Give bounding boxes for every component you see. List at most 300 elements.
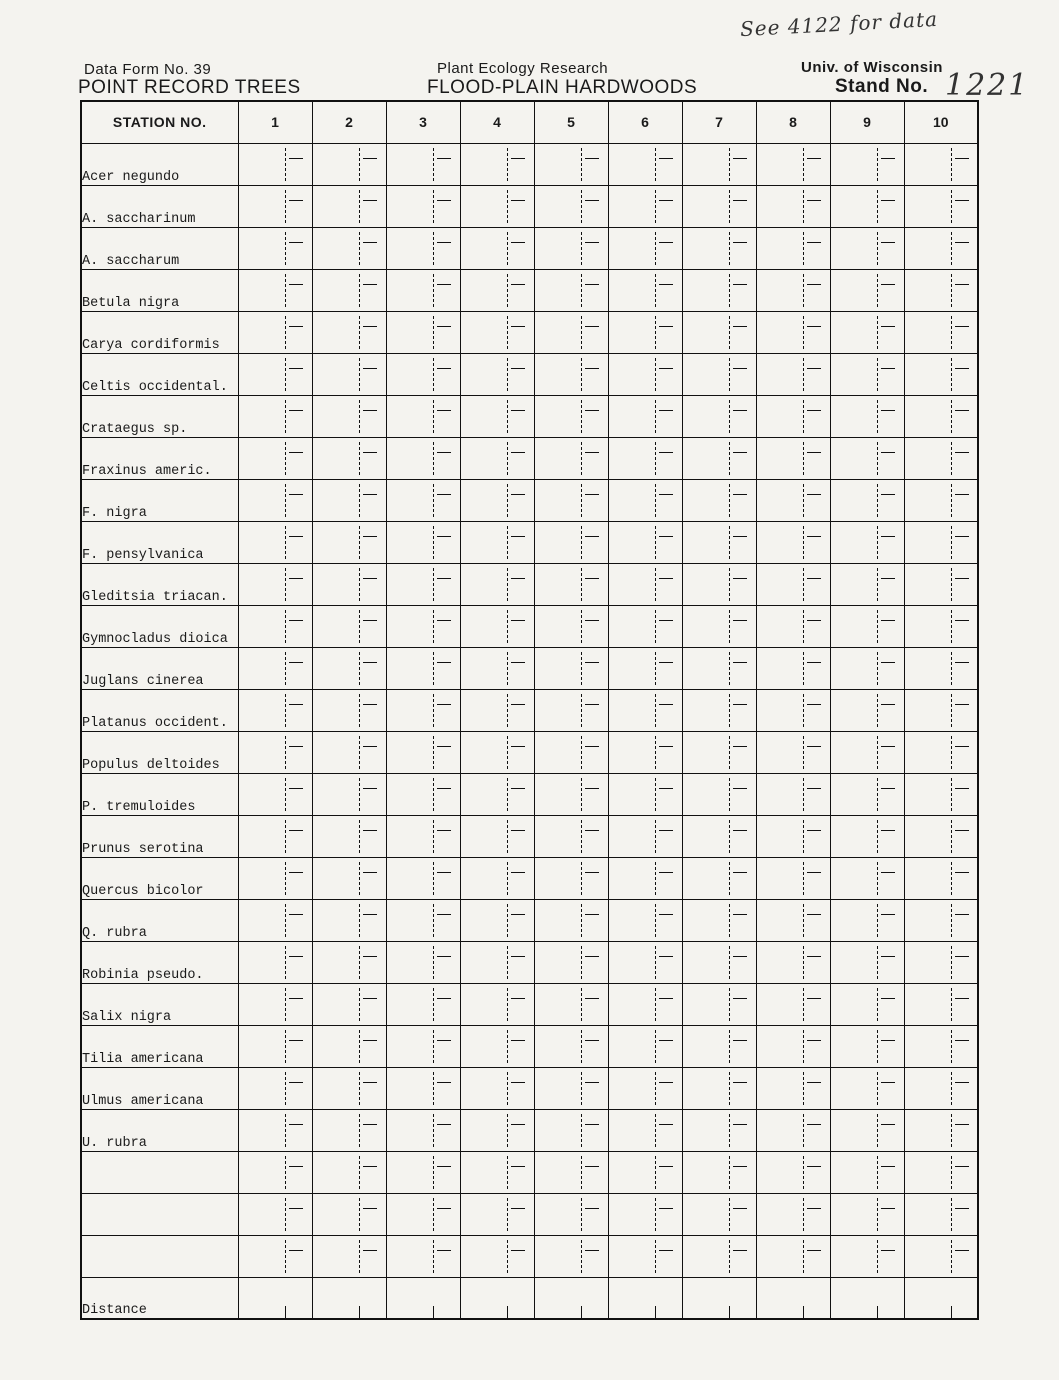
record-cell[interactable]	[904, 143, 978, 185]
species-name	[81, 1151, 238, 1193]
record-cell[interactable]	[904, 521, 978, 563]
record-cell[interactable]	[238, 227, 312, 269]
record-cell[interactable]	[238, 143, 312, 185]
record-cell[interactable]	[608, 185, 682, 227]
record-cell[interactable]	[386, 689, 460, 731]
record-cell[interactable]	[386, 899, 460, 941]
record-cell[interactable]	[386, 395, 460, 437]
record-cell[interactable]	[682, 395, 756, 437]
record-cell[interactable]	[312, 1025, 386, 1067]
record-cell[interactable]	[312, 647, 386, 689]
record-cell[interactable]	[238, 1151, 312, 1193]
record-cell[interactable]	[608, 395, 682, 437]
record-cell[interactable]	[904, 1109, 978, 1151]
record-cell[interactable]	[312, 479, 386, 521]
record-cell[interactable]	[460, 1151, 534, 1193]
record-cell[interactable]	[756, 395, 830, 437]
species-row	[81, 521, 978, 563]
distance-cell[interactable]	[682, 1277, 756, 1319]
record-cell[interactable]	[682, 815, 756, 857]
record-cell[interactable]	[312, 899, 386, 941]
record-cell[interactable]	[534, 143, 608, 185]
record-cell[interactable]	[386, 269, 460, 311]
record-cell[interactable]	[460, 395, 534, 437]
record-cell[interactable]	[756, 521, 830, 563]
record-cell[interactable]	[460, 899, 534, 941]
record-cell[interactable]	[904, 689, 978, 731]
record-cell[interactable]	[608, 521, 682, 563]
record-cell[interactable]	[312, 143, 386, 185]
record-cell[interactable]	[386, 1025, 460, 1067]
record-cell[interactable]	[534, 815, 608, 857]
record-cell[interactable]	[312, 353, 386, 395]
record-cell[interactable]	[830, 1025, 904, 1067]
species-name: Celtis occidental.	[81, 353, 238, 395]
record-cell[interactable]	[608, 647, 682, 689]
record-cell[interactable]	[682, 311, 756, 353]
record-cell[interactable]	[386, 1151, 460, 1193]
record-cell[interactable]	[608, 437, 682, 479]
record-cell[interactable]	[534, 1151, 608, 1193]
record-cell[interactable]	[756, 185, 830, 227]
record-cell[interactable]	[682, 731, 756, 773]
record-cell[interactable]	[608, 1193, 682, 1235]
record-cell[interactable]	[312, 815, 386, 857]
record-cell[interactable]	[756, 1067, 830, 1109]
species-name: A. saccharinum	[81, 185, 238, 227]
record-cell[interactable]	[534, 521, 608, 563]
record-cell[interactable]	[312, 1067, 386, 1109]
record-cell[interactable]	[756, 605, 830, 647]
record-cell[interactable]	[238, 647, 312, 689]
record-cell[interactable]	[460, 1235, 534, 1277]
record-cell[interactable]	[386, 227, 460, 269]
record-cell[interactable]	[312, 1235, 386, 1277]
record-cell[interactable]	[312, 689, 386, 731]
record-cell[interactable]	[830, 605, 904, 647]
record-cell[interactable]	[460, 563, 534, 605]
record-cell[interactable]	[682, 1193, 756, 1235]
record-cell[interactable]	[904, 563, 978, 605]
record-cell[interactable]	[460, 143, 534, 185]
record-cell[interactable]	[312, 1193, 386, 1235]
record-cell[interactable]	[386, 857, 460, 899]
record-cell[interactable]	[830, 563, 904, 605]
record-cell[interactable]	[830, 689, 904, 731]
species-row	[81, 689, 978, 731]
record-cell[interactable]	[904, 1025, 978, 1067]
record-cell[interactable]	[904, 479, 978, 521]
record-cell[interactable]	[756, 857, 830, 899]
record-cell[interactable]	[238, 185, 312, 227]
record-cell[interactable]	[756, 983, 830, 1025]
record-cell[interactable]	[756, 1025, 830, 1067]
record-cell[interactable]	[830, 395, 904, 437]
record-cell[interactable]	[756, 227, 830, 269]
record-cell[interactable]	[608, 1235, 682, 1277]
record-cell[interactable]	[312, 731, 386, 773]
record-cell[interactable]	[238, 395, 312, 437]
record-cell[interactable]	[238, 941, 312, 983]
record-cell[interactable]	[238, 479, 312, 521]
record-cell[interactable]	[608, 1109, 682, 1151]
record-cell[interactable]	[904, 269, 978, 311]
record-cell[interactable]	[756, 689, 830, 731]
record-cell[interactable]	[534, 227, 608, 269]
species-name: Betula nigra	[81, 269, 238, 311]
record-cell[interactable]	[386, 605, 460, 647]
handwritten-note: See 4122 for data	[739, 6, 939, 42]
record-cell[interactable]	[904, 647, 978, 689]
record-cell[interactable]	[830, 437, 904, 479]
record-cell[interactable]	[756, 815, 830, 857]
record-cell[interactable]	[830, 269, 904, 311]
record-cell[interactable]	[682, 521, 756, 563]
record-cell[interactable]	[238, 353, 312, 395]
record-cell[interactable]	[608, 269, 682, 311]
record-cell[interactable]	[534, 647, 608, 689]
record-cell[interactable]	[682, 353, 756, 395]
record-cell[interactable]	[386, 1193, 460, 1235]
record-cell[interactable]	[238, 1235, 312, 1277]
record-cell[interactable]	[312, 395, 386, 437]
record-cell[interactable]	[386, 941, 460, 983]
record-cell[interactable]	[312, 563, 386, 605]
record-cell[interactable]	[534, 773, 608, 815]
record-cell[interactable]	[904, 899, 978, 941]
record-cell[interactable]	[460, 227, 534, 269]
record-cell[interactable]	[238, 437, 312, 479]
record-cell[interactable]	[756, 269, 830, 311]
record-cell[interactable]	[682, 1235, 756, 1277]
record-cell[interactable]	[460, 1067, 534, 1109]
record-cell[interactable]	[608, 563, 682, 605]
record-cell[interactable]	[238, 605, 312, 647]
record-cell[interactable]	[238, 815, 312, 857]
record-cell[interactable]	[608, 1151, 682, 1193]
record-cell[interactable]	[608, 983, 682, 1025]
record-cell[interactable]	[386, 815, 460, 857]
record-cell[interactable]	[238, 899, 312, 941]
record-cell[interactable]	[460, 689, 534, 731]
distance-cell[interactable]	[386, 1277, 460, 1319]
record-cell[interactable]	[682, 941, 756, 983]
record-cell[interactable]	[904, 1151, 978, 1193]
record-cell[interactable]	[830, 857, 904, 899]
record-cell[interactable]	[608, 311, 682, 353]
record-cell[interactable]	[460, 353, 534, 395]
record-cell[interactable]	[460, 773, 534, 815]
species-row	[81, 1151, 978, 1193]
record-cell[interactable]	[238, 563, 312, 605]
record-cell[interactable]	[904, 731, 978, 773]
record-cell[interactable]	[756, 731, 830, 773]
record-cell[interactable]	[830, 1109, 904, 1151]
record-cell[interactable]	[756, 1151, 830, 1193]
record-cell[interactable]	[386, 185, 460, 227]
record-cell[interactable]	[238, 1193, 312, 1235]
record-cell[interactable]	[904, 1067, 978, 1109]
record-cell[interactable]	[460, 605, 534, 647]
record-cell[interactable]	[460, 269, 534, 311]
record-cell[interactable]	[460, 941, 534, 983]
record-cell[interactable]	[682, 1151, 756, 1193]
record-cell[interactable]	[830, 1151, 904, 1193]
distance-cell[interactable]	[904, 1277, 978, 1319]
record-cell[interactable]	[460, 479, 534, 521]
record-cell[interactable]	[386, 731, 460, 773]
record-cell[interactable]	[238, 311, 312, 353]
record-cell[interactable]	[238, 1067, 312, 1109]
record-cell[interactable]	[682, 185, 756, 227]
station-col-10: 10	[904, 101, 978, 143]
record-cell[interactable]	[608, 731, 682, 773]
record-cell[interactable]	[756, 1235, 830, 1277]
record-cell[interactable]	[386, 353, 460, 395]
record-cell[interactable]	[682, 983, 756, 1025]
record-cell[interactable]	[830, 185, 904, 227]
record-cell[interactable]	[608, 689, 682, 731]
record-cell[interactable]	[682, 857, 756, 899]
record-cell[interactable]	[386, 563, 460, 605]
station-col-2: 2	[312, 101, 386, 143]
record-cell[interactable]	[682, 269, 756, 311]
record-cell[interactable]	[830, 1235, 904, 1277]
record-cell[interactable]	[386, 1235, 460, 1277]
record-cell[interactable]	[238, 983, 312, 1025]
record-cell[interactable]	[830, 227, 904, 269]
record-cell[interactable]	[238, 689, 312, 731]
record-cell[interactable]	[386, 983, 460, 1025]
record-cell[interactable]	[534, 437, 608, 479]
record-cell[interactable]	[608, 143, 682, 185]
record-cell[interactable]	[312, 857, 386, 899]
record-cell[interactable]	[830, 1067, 904, 1109]
record-cell[interactable]	[460, 815, 534, 857]
record-cell[interactable]	[386, 521, 460, 563]
record-cell[interactable]	[460, 521, 534, 563]
record-cell[interactable]	[534, 1193, 608, 1235]
record-cell[interactable]	[238, 1025, 312, 1067]
record-cell[interactable]	[238, 1109, 312, 1151]
record-cell[interactable]	[608, 857, 682, 899]
record-cell[interactable]	[534, 1235, 608, 1277]
record-cell[interactable]	[534, 941, 608, 983]
station-col-7: 7	[682, 101, 756, 143]
record-cell[interactable]	[312, 269, 386, 311]
record-cell[interactable]	[756, 563, 830, 605]
record-cell[interactable]	[312, 605, 386, 647]
record-cell[interactable]	[682, 1067, 756, 1109]
record-cell[interactable]	[830, 731, 904, 773]
record-cell[interactable]	[386, 773, 460, 815]
record-cell[interactable]	[238, 521, 312, 563]
record-cell[interactable]	[460, 1025, 534, 1067]
record-cell[interactable]	[386, 479, 460, 521]
record-cell[interactable]	[904, 1193, 978, 1235]
record-cell[interactable]	[534, 1109, 608, 1151]
record-cell[interactable]	[904, 857, 978, 899]
record-cell[interactable]	[608, 479, 682, 521]
record-cell[interactable]	[830, 311, 904, 353]
record-cell[interactable]	[682, 647, 756, 689]
station-col-6: 6	[608, 101, 682, 143]
record-cell[interactable]	[904, 437, 978, 479]
species-row	[81, 1067, 978, 1109]
species-name: Carya cordiformis	[81, 311, 238, 353]
distance-cell[interactable]	[312, 1277, 386, 1319]
record-cell[interactable]	[534, 857, 608, 899]
record-cell[interactable]	[238, 773, 312, 815]
record-cell[interactable]	[386, 311, 460, 353]
record-cell[interactable]	[312, 1109, 386, 1151]
record-cell[interactable]	[534, 185, 608, 227]
record-cell[interactable]	[534, 1025, 608, 1067]
record-cell[interactable]	[460, 731, 534, 773]
record-cell[interactable]	[460, 437, 534, 479]
record-cell[interactable]	[904, 227, 978, 269]
record-cell[interactable]	[904, 983, 978, 1025]
record-cell[interactable]	[756, 647, 830, 689]
record-cell[interactable]	[830, 647, 904, 689]
record-cell[interactable]	[756, 1193, 830, 1235]
record-cell[interactable]	[312, 437, 386, 479]
distance-cell[interactable]	[756, 1277, 830, 1319]
record-cell[interactable]	[682, 605, 756, 647]
record-cell[interactable]	[830, 521, 904, 563]
record-cell[interactable]	[312, 983, 386, 1025]
distance-label: Distance	[81, 1277, 238, 1319]
record-cell[interactable]	[534, 899, 608, 941]
header-row	[81, 101, 978, 143]
record-cell[interactable]	[386, 143, 460, 185]
record-cell[interactable]	[756, 143, 830, 185]
record-cell[interactable]	[756, 479, 830, 521]
record-cell[interactable]	[756, 941, 830, 983]
record-cell[interactable]	[756, 773, 830, 815]
record-cell[interactable]	[534, 605, 608, 647]
record-cell[interactable]	[534, 689, 608, 731]
record-cell[interactable]	[608, 605, 682, 647]
record-cell[interactable]	[904, 1235, 978, 1277]
record-cell[interactable]	[534, 983, 608, 1025]
record-cell[interactable]	[460, 647, 534, 689]
record-cell[interactable]	[608, 773, 682, 815]
record-cell[interactable]	[830, 143, 904, 185]
record-cell[interactable]	[608, 941, 682, 983]
record-cell[interactable]	[682, 227, 756, 269]
record-cell[interactable]	[830, 815, 904, 857]
distance-cell[interactable]	[830, 1277, 904, 1319]
record-cell[interactable]	[460, 1109, 534, 1151]
record-cell[interactable]	[682, 479, 756, 521]
record-cell[interactable]	[312, 521, 386, 563]
record-cell[interactable]	[312, 185, 386, 227]
record-cell[interactable]	[534, 395, 608, 437]
record-cell[interactable]	[386, 1067, 460, 1109]
record-cell[interactable]	[830, 1193, 904, 1235]
record-cell[interactable]	[904, 941, 978, 983]
record-cell[interactable]	[682, 143, 756, 185]
record-cell[interactable]	[312, 941, 386, 983]
record-cell[interactable]	[904, 605, 978, 647]
record-cell[interactable]	[830, 899, 904, 941]
record-cell[interactable]	[460, 1193, 534, 1235]
distance-cell[interactable]	[534, 1277, 608, 1319]
record-cell[interactable]	[682, 899, 756, 941]
record-cell[interactable]	[238, 857, 312, 899]
record-cell[interactable]	[534, 479, 608, 521]
record-cell[interactable]	[682, 1025, 756, 1067]
distance-cell[interactable]	[238, 1277, 312, 1319]
record-cell[interactable]	[682, 1109, 756, 1151]
record-cell[interactable]	[682, 689, 756, 731]
distance-cell[interactable]	[608, 1277, 682, 1319]
record-cell[interactable]	[534, 353, 608, 395]
record-cell[interactable]	[460, 857, 534, 899]
record-cell[interactable]	[682, 437, 756, 479]
record-cell[interactable]	[534, 731, 608, 773]
record-cell[interactable]	[386, 647, 460, 689]
record-cell[interactable]	[904, 353, 978, 395]
record-cell[interactable]	[682, 563, 756, 605]
record-cell[interactable]	[608, 899, 682, 941]
record-cell[interactable]	[904, 185, 978, 227]
species-name: Tilia americana	[81, 1025, 238, 1067]
record-cell[interactable]	[830, 983, 904, 1025]
record-cell[interactable]	[904, 395, 978, 437]
record-cell[interactable]	[756, 899, 830, 941]
record-cell[interactable]	[904, 815, 978, 857]
record-cell[interactable]	[608, 1025, 682, 1067]
record-cell[interactable]	[756, 311, 830, 353]
record-cell[interactable]	[830, 773, 904, 815]
record-cell[interactable]	[534, 311, 608, 353]
record-cell[interactable]	[534, 563, 608, 605]
record-cell[interactable]	[312, 227, 386, 269]
record-cell[interactable]	[312, 1151, 386, 1193]
record-cell[interactable]	[830, 479, 904, 521]
record-cell[interactable]	[608, 227, 682, 269]
record-cell[interactable]	[534, 269, 608, 311]
record-cell[interactable]	[460, 311, 534, 353]
species-name: Prunus serotina	[81, 815, 238, 857]
distance-cell[interactable]	[460, 1277, 534, 1319]
record-cell[interactable]	[312, 311, 386, 353]
record-cell[interactable]	[904, 311, 978, 353]
record-cell[interactable]	[238, 269, 312, 311]
record-cell[interactable]	[904, 773, 978, 815]
record-cell[interactable]	[386, 437, 460, 479]
record-cell[interactable]	[756, 1109, 830, 1151]
record-cell[interactable]	[386, 1109, 460, 1151]
record-cell[interactable]	[830, 353, 904, 395]
record-cell[interactable]	[830, 941, 904, 983]
record-cell[interactable]	[608, 1067, 682, 1109]
record-cell[interactable]	[756, 437, 830, 479]
record-cell[interactable]	[682, 773, 756, 815]
organization: Plant Ecology Research	[437, 60, 609, 77]
record-cell[interactable]	[608, 815, 682, 857]
record-cell[interactable]	[460, 983, 534, 1025]
record-cell[interactable]	[460, 185, 534, 227]
record-cell[interactable]	[312, 773, 386, 815]
record-cell[interactable]	[534, 1067, 608, 1109]
species-name: A. saccharum	[81, 227, 238, 269]
record-cell[interactable]	[238, 731, 312, 773]
record-cell[interactable]	[608, 353, 682, 395]
record-cell[interactable]	[756, 353, 830, 395]
